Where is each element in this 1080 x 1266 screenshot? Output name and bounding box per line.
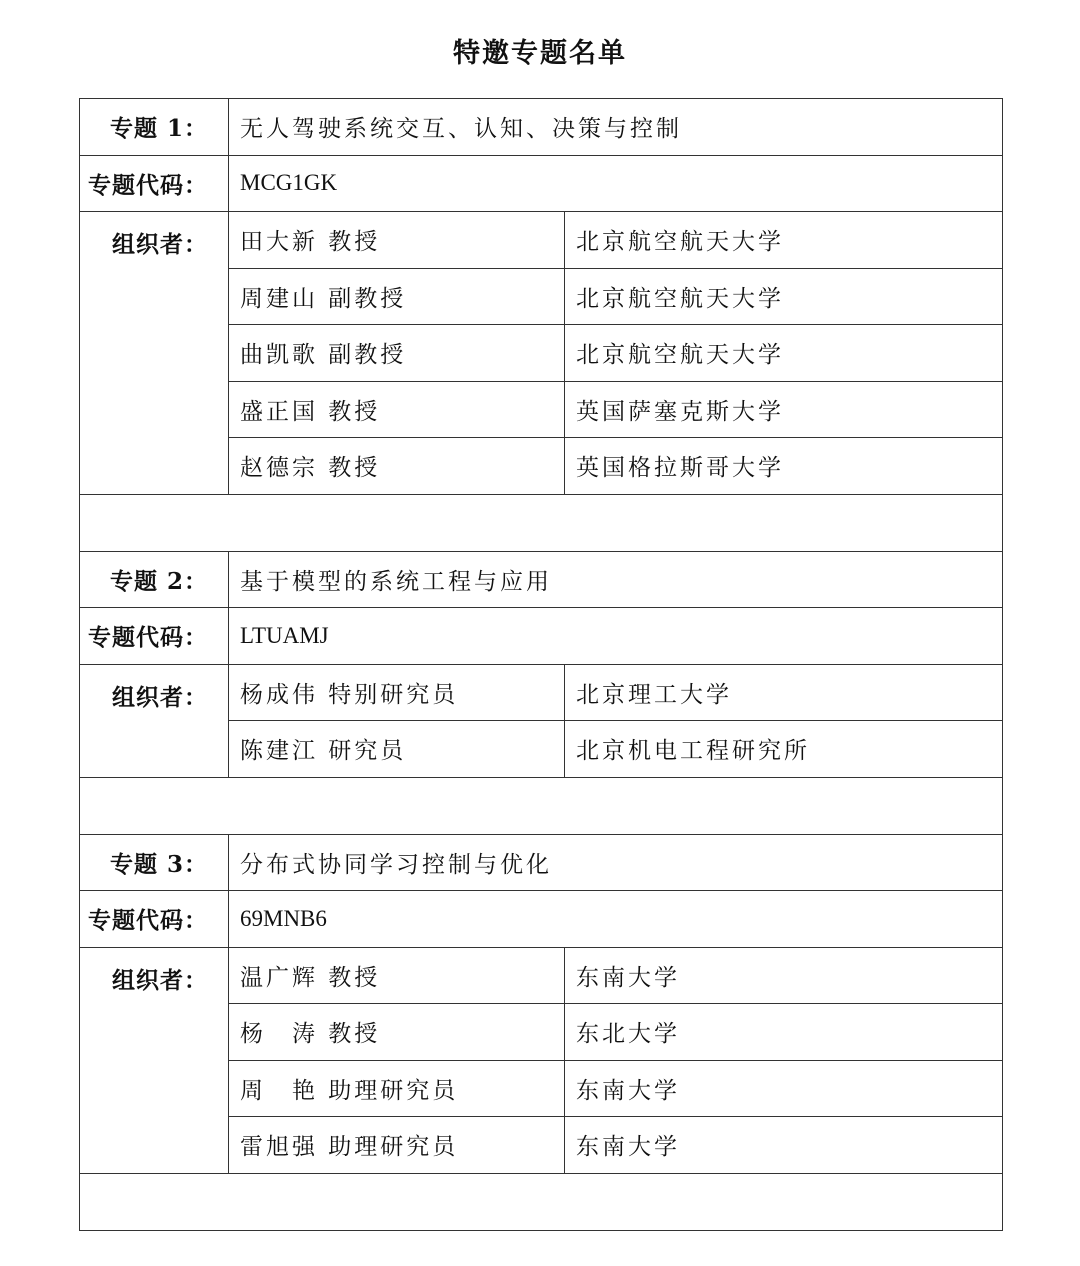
organizer-name: 杨成伟 特别研究员 — [229, 664, 565, 721]
organizer-name: 杨 涛 教授 — [229, 1004, 565, 1061]
topic-row — [80, 834, 1003, 891]
organizers-label: 组织者： — [80, 664, 229, 777]
organizer-institution: 北京航空航天大学 — [565, 212, 1003, 269]
topic-row — [80, 551, 1003, 608]
spacer-cell — [80, 777, 1003, 834]
topic-code: LTUAMJ — [229, 608, 1003, 665]
topic-label: 专题 2： — [80, 551, 229, 608]
organizer-name: 田大新 教授 — [229, 212, 565, 269]
topic-name: 分布式协同学习控制与优化 — [229, 834, 1003, 891]
organizer-institution: 北京机电工程研究所 — [565, 721, 1003, 778]
organizer-institution: 东北大学 — [565, 1004, 1003, 1061]
topic-label: 专题 1： — [80, 99, 229, 156]
organizer-institution: 北京航空航天大学 — [565, 268, 1003, 325]
topic-code-label: 专题代码： — [80, 155, 229, 212]
organizer-institution: 东南大学 — [565, 947, 1003, 1004]
organizer-name: 赵德宗 教授 — [229, 438, 565, 495]
organizer-institution: 英国萨塞克斯大学 — [565, 381, 1003, 438]
topic-name: 无人驾驶系统交互、认知、决策与控制 — [229, 99, 1003, 156]
topic-code-label: 专题代码： — [80, 608, 229, 665]
topic-code: MCG1GK — [229, 155, 1003, 212]
spacer-cell — [80, 494, 1003, 551]
organizer-row — [80, 947, 1003, 1004]
organizer-name: 温广辉 教授 — [229, 947, 565, 1004]
organizer-institution: 东南大学 — [565, 1060, 1003, 1117]
organizer-name: 周建山 副教授 — [229, 268, 565, 325]
organizer-name: 雷旭强 助理研究员 — [229, 1117, 565, 1174]
topic-code-row — [80, 608, 1003, 665]
topic-code-row — [80, 891, 1003, 948]
topic-code-label: 专题代码： — [80, 891, 229, 948]
organizer-institution: 北京航空航天大学 — [565, 325, 1003, 382]
invited-sessions-table — [79, 98, 1003, 1231]
topic-code-row — [80, 155, 1003, 212]
organizer-row — [80, 212, 1003, 269]
organizer-name: 曲凯歌 副教授 — [229, 325, 565, 382]
topic-name: 基于模型的系统工程与应用 — [229, 551, 1003, 608]
organizers-label: 组织者： — [80, 947, 229, 1173]
organizer-name: 陈建江 研究员 — [229, 721, 565, 778]
organizer-row — [80, 664, 1003, 721]
organizers-label: 组织者： — [80, 212, 229, 495]
spacer-row — [80, 777, 1003, 834]
topic-label: 专题 3： — [80, 834, 229, 891]
spacer-cell — [80, 1173, 1003, 1230]
spacer-row — [80, 494, 1003, 551]
page-title: 特邀专题名单 — [453, 38, 627, 69]
organizer-name: 周 艳 助理研究员 — [229, 1060, 565, 1117]
topic-code: 69MNB6 — [229, 891, 1003, 948]
spacer-row — [80, 1173, 1003, 1230]
organizer-name: 盛正国 教授 — [229, 381, 565, 438]
organizer-institution: 东南大学 — [565, 1117, 1003, 1174]
topic-row — [80, 99, 1003, 156]
organizer-institution: 英国格拉斯哥大学 — [565, 438, 1003, 495]
organizer-institution: 北京理工大学 — [565, 664, 1003, 721]
